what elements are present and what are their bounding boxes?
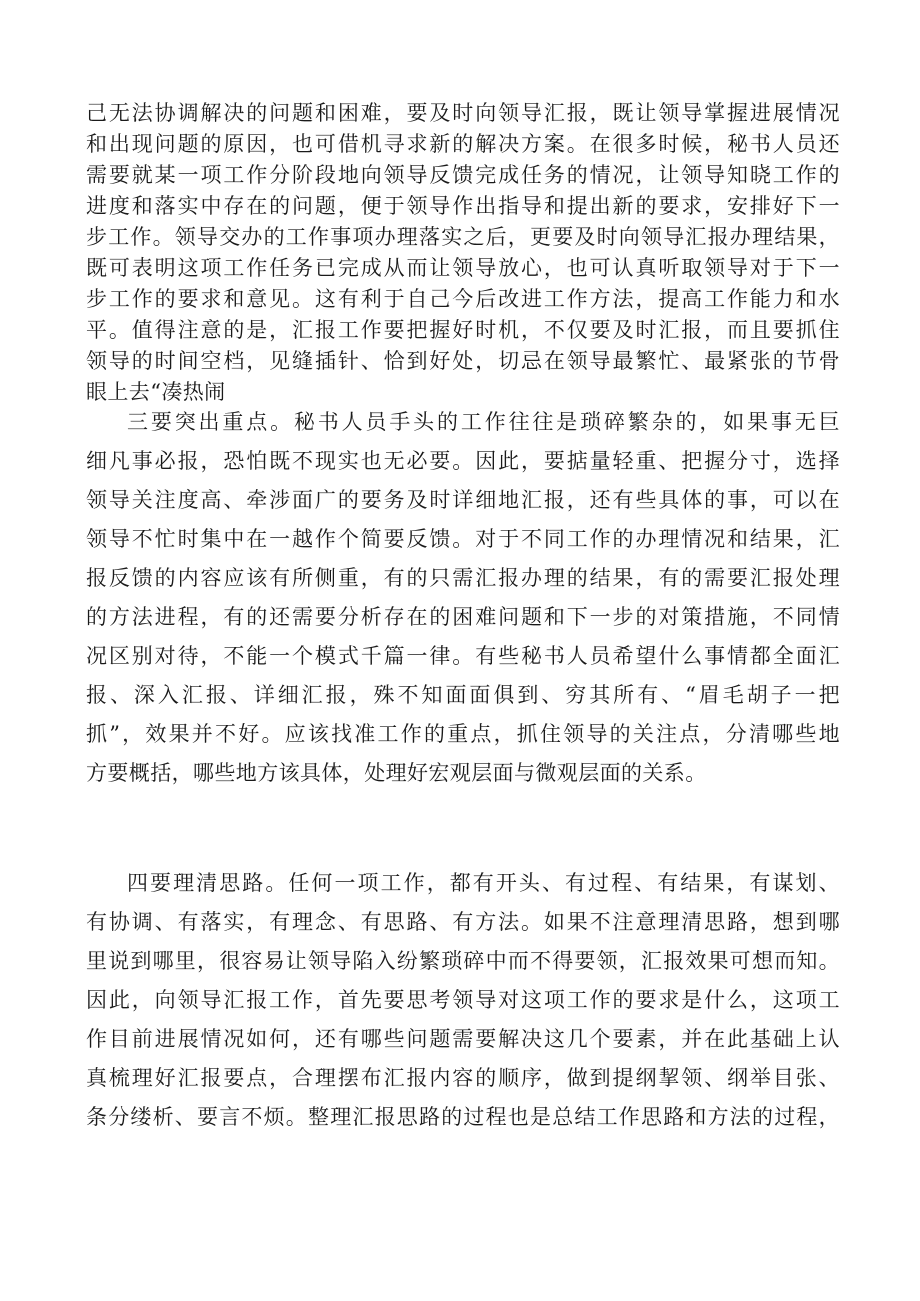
text-line: 既可表明这项工作任务已完成从而让领导放心，也可认真听取领导对于下一: [86, 256, 840, 280]
text-line: 细凡事必报，恐怕既不现实也无必要。因此，要掂量轻重、把握分寸，选择: [86, 449, 840, 473]
text-line: 需要就某一项工作分阶段地向领导反馈完成任务的情况，让领导知晓工作的: [86, 163, 840, 187]
text-line: 四要理清思路。任何一项工作，都有开头、有过程、有结果，有谋划、: [127, 871, 840, 895]
text-line: 领导不忙时集中在一越作个简要反馈。对于不同工作的办理情况和结果，汇: [86, 527, 840, 551]
text-line: 步工作。领导交办的工作事项办理落实之后，更要及时向领导汇报办理结果，: [86, 225, 840, 249]
text-line: 作目前进展情况如何，还有哪些问题需要解决这几个要素，并在此基础上认: [86, 1027, 840, 1051]
text-line: 里说到哪里，很容易让领导陷入纷繁琐碎中而不得要领，汇报效果可想而知。: [86, 949, 840, 973]
text-line: 和出现问题的原因，也可借机寻求新的解决方案。在很多时候，秘书人员还: [86, 132, 840, 156]
paragraph-reporting-timing: [86, 98, 840, 408]
text-line: 的方法进程，有的还需要分析存在的困难问题和下一步的对策措施，不同情: [86, 605, 840, 629]
paragraph-highlight-key-points: [86, 403, 840, 793]
text-line: 因此，向领导汇报工作，首先要思考领导对这项工作的要求是什么，这项工: [86, 988, 840, 1012]
paragraph-clarify-thinking: [86, 864, 840, 1137]
text-line: 己无法协调解决的问题和困难，要及时向领导汇报，既让领导掌握进展情况: [86, 101, 840, 125]
text-line: 况区别对待，不能一个模式千篇一律。有些秘书人员希望什么事情都全面汇: [86, 644, 840, 668]
text-line: 进度和落实中存在的问题，便于领导作出指导和提出新的要求，安排好下一: [86, 194, 840, 218]
text-line: 条分缕析、要言不烦。整理汇报思路的过程也是总结工作思路和方法的过程，: [86, 1105, 840, 1129]
text-line: 三要突出重点。秘书人员手头的工作往往是琐碎繁杂的，如果事无巨: [127, 410, 840, 434]
text-line: 眼上去“凑热闹: [86, 380, 226, 404]
text-line: 领导的时间空档，见缝插针、恰到好处，切忌在领导最繁忙、最紧张的节骨: [86, 349, 840, 373]
text-line: 领导关注度高、牵涉面广的要务及时详细地汇报，还有些具体的事，可以在: [86, 488, 840, 512]
text-line: 有协调、有落实，有理念、有思路、有方法。如果不注意理清思路，想到哪: [86, 910, 840, 934]
text-line: 抓”，效果并不好。应该找准工作的重点，抓住领导的关注点，分清哪些地: [86, 722, 840, 746]
text-line: 报、深入汇报、详细汇报，殊不知面面俱到、穷其所有、“眉毛胡子一把: [86, 683, 840, 707]
text-line: 平。值得注意的是，汇报工作要把握好时机，不仅要及时汇报，而且要抓住: [86, 318, 840, 342]
text-line: 方要概括，哪些地方该具体，处理好宏观层面与微观层面的关系。: [86, 761, 707, 785]
text-line: 步工作的要求和意见。这有利于自己今后改进工作方法，提高工作能力和水: [86, 287, 840, 311]
text-line: 报反馈的内容应该有所侧重，有的只需汇报办理的结果，有的需要汇报处理: [86, 566, 840, 590]
text-line: 真梳理好汇报要点，合理摆布汇报内容的顺序，做到提纲挈领、纲举目张、: [86, 1066, 840, 1090]
